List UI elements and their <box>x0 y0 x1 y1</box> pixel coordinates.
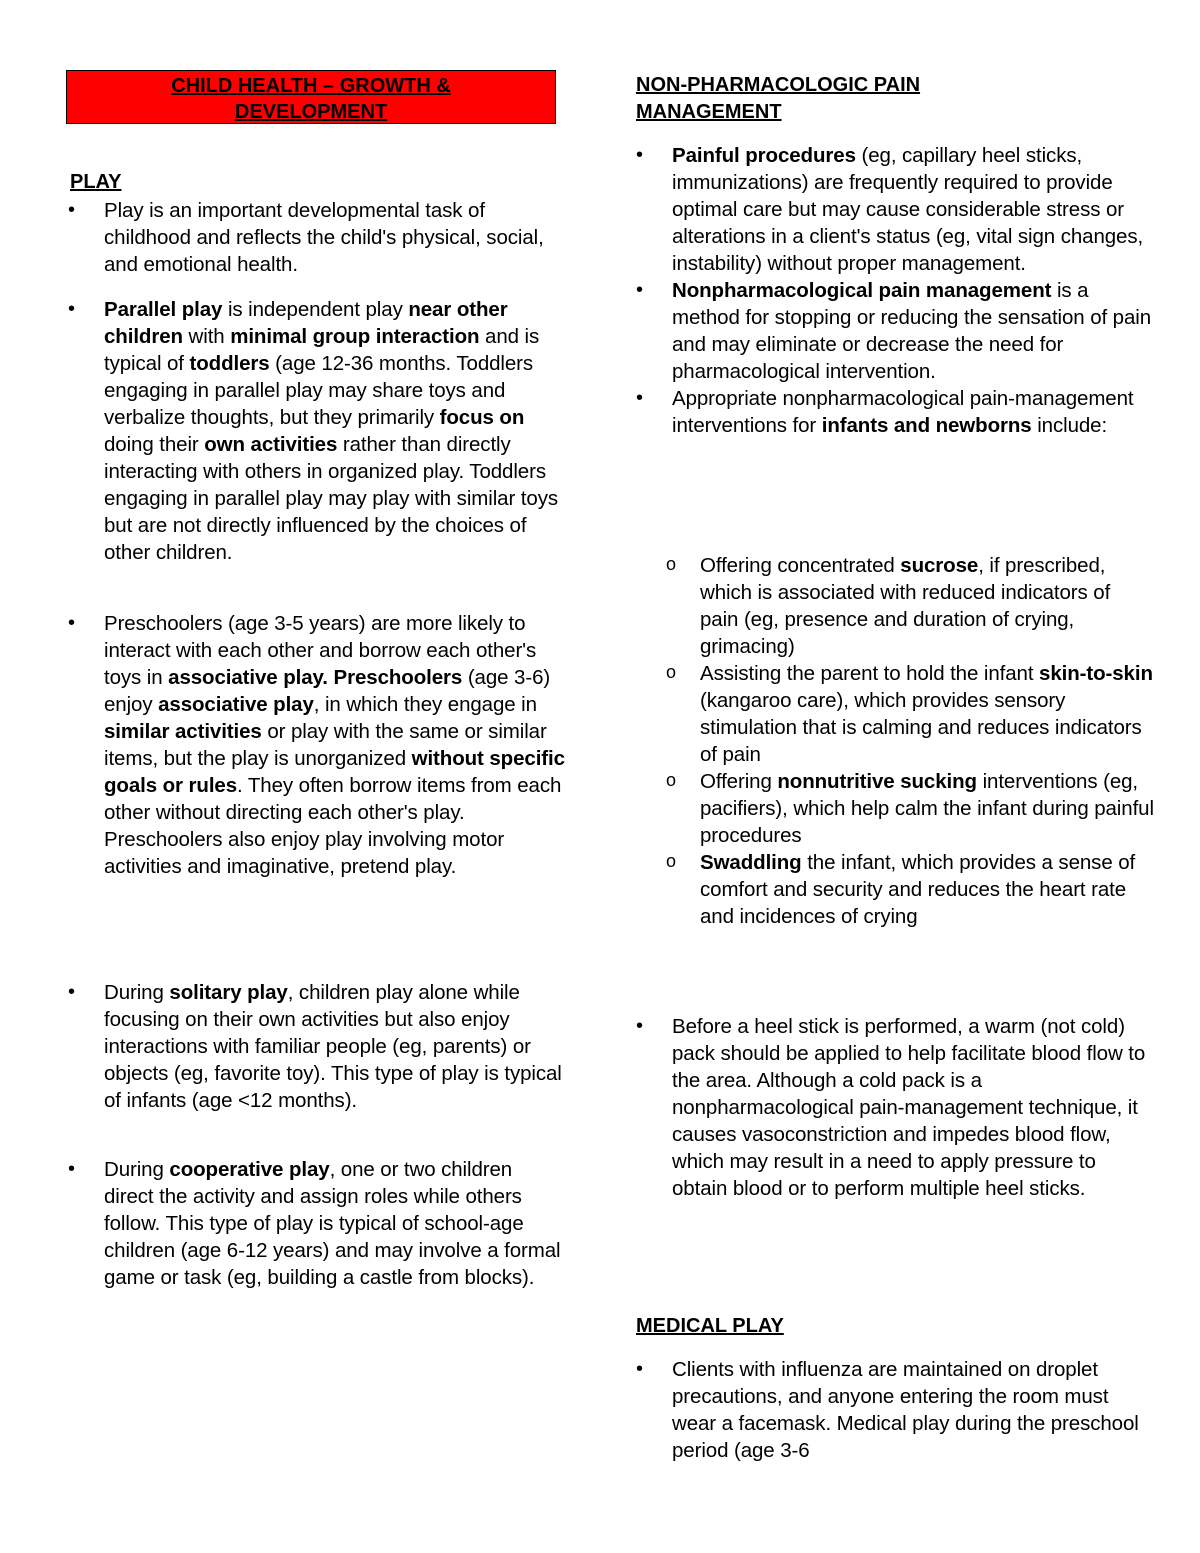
sub-list-item: o Offering concentrated sucrose, if prescribed, which is associated with reduced indicators of pain (eg, presence and duration of crying, grimacing) <box>664 552 1154 660</box>
list-item: • Before a heel stick is performed, a warm (not cold) pack should be applied to help facilitate blood flow to the area. Although a cold pack is a nonpharmacological pain-management technique, it causes vasoconstriction and impedes blood flow, which may result in a need to apply pressure to obtain blood or to perform multiple heel sticks. <box>634 1013 1154 1202</box>
pain-list <box>634 142 1154 439</box>
play-list-e <box>66 1156 566 1291</box>
list-item: • During solitary play, children play alone while focusing on their own activities but also enjoy interactions with familiar people (eg, parents) or objects (eg, favorite toy). This type of play is typical of infants (age <12 months). <box>66 979 566 1114</box>
play-list-d <box>66 979 566 1114</box>
pain-management-heading: NON-PHARMACOLOGIC PAIN MANAGEMENT <box>636 74 921 123</box>
heel-stick-list <box>634 1013 1154 1202</box>
title-line-2: DEVELOPMENT <box>234 101 388 123</box>
sub-list-item: o Assisting the parent to hold the infant skin-to-skin (kangaroo care), which provides sensory stimulation that is calming and reduces indicators of pain <box>664 660 1154 768</box>
sub-list-item: o Offering nonnutritive sucking interventions (eg, pacifiers), which help calm the infant during painful procedures <box>664 768 1154 849</box>
medical-play-heading: MEDICAL PLAY <box>636 1315 784 1337</box>
title-line-1: CHILD HEALTH – GROWTH & <box>171 75 451 97</box>
list-item: • Painful procedures (eg, capillary heel sticks, immunizations) are frequently required to provide optimal care but may cause considerable stress or alterations in a client's status (eg, vital sign changes, instability) without proper management. <box>634 142 1154 277</box>
play-list-c <box>66 610 566 880</box>
list-item: • Parallel play is independent play near other children with minimal group interaction and is typical of toddlers (age 12-36 months. Toddlers engaging in parallel play may share toys and verbalize thoughts, but they primarily focus on doing their own activities rather than directly interacting with others in organized play. Toddlers engaging in parallel play may play with similar toys but are not directly influenced by the choices of other children. <box>66 296 566 566</box>
play-list-b <box>66 296 566 566</box>
list-item: • Clients with influenza are maintained on droplet precautions, and anyone entering the room must wear a facemask. Medical play during the preschool period (age 3-6 <box>634 1356 1154 1464</box>
play-heading: PLAY <box>70 171 122 193</box>
list-item: • Nonpharmacological pain management is a method for stopping or reducing the sensation of pain and may eliminate or decrease the need for pharmacological intervention. <box>634 277 1154 385</box>
list-item: • Play is an important developmental task of childhood and reflects the child's physical, social, and emotional health. <box>66 197 566 278</box>
sub-list-item: o Swaddling the infant, which provides a sense of comfort and security and reduces the heart rate and incidences of crying <box>664 849 1154 930</box>
list-item: • Preschoolers (age 3-5 years) are more likely to interact with each other and borrow each other's toys in associative play. Preschoolers (age 3-6) enjoy associative play, in which they engage in similar activities or play with the same or similar items, but the play is unorganized without specific goals or rules. They often borrow items from each other without directing each other's play. Preschoolers also enjoy play involving motor activities and imaginative, pretend play. <box>66 610 566 880</box>
list-item: • Appropriate nonpharmacological pain-management interventions for infants and newborns include: <box>634 385 1154 439</box>
list-item: • During cooperative play, one or two children direct the activity and assign roles while others follow. This type of play is typical of school-age children (age 6-12 years) and may involve a formal game or task (eg, building a castle from blocks). <box>66 1156 566 1291</box>
document-title-box <box>66 70 556 124</box>
medical-play-list <box>634 1356 1154 1464</box>
play-list-a <box>66 197 566 278</box>
infant-interventions-list <box>664 552 1154 930</box>
